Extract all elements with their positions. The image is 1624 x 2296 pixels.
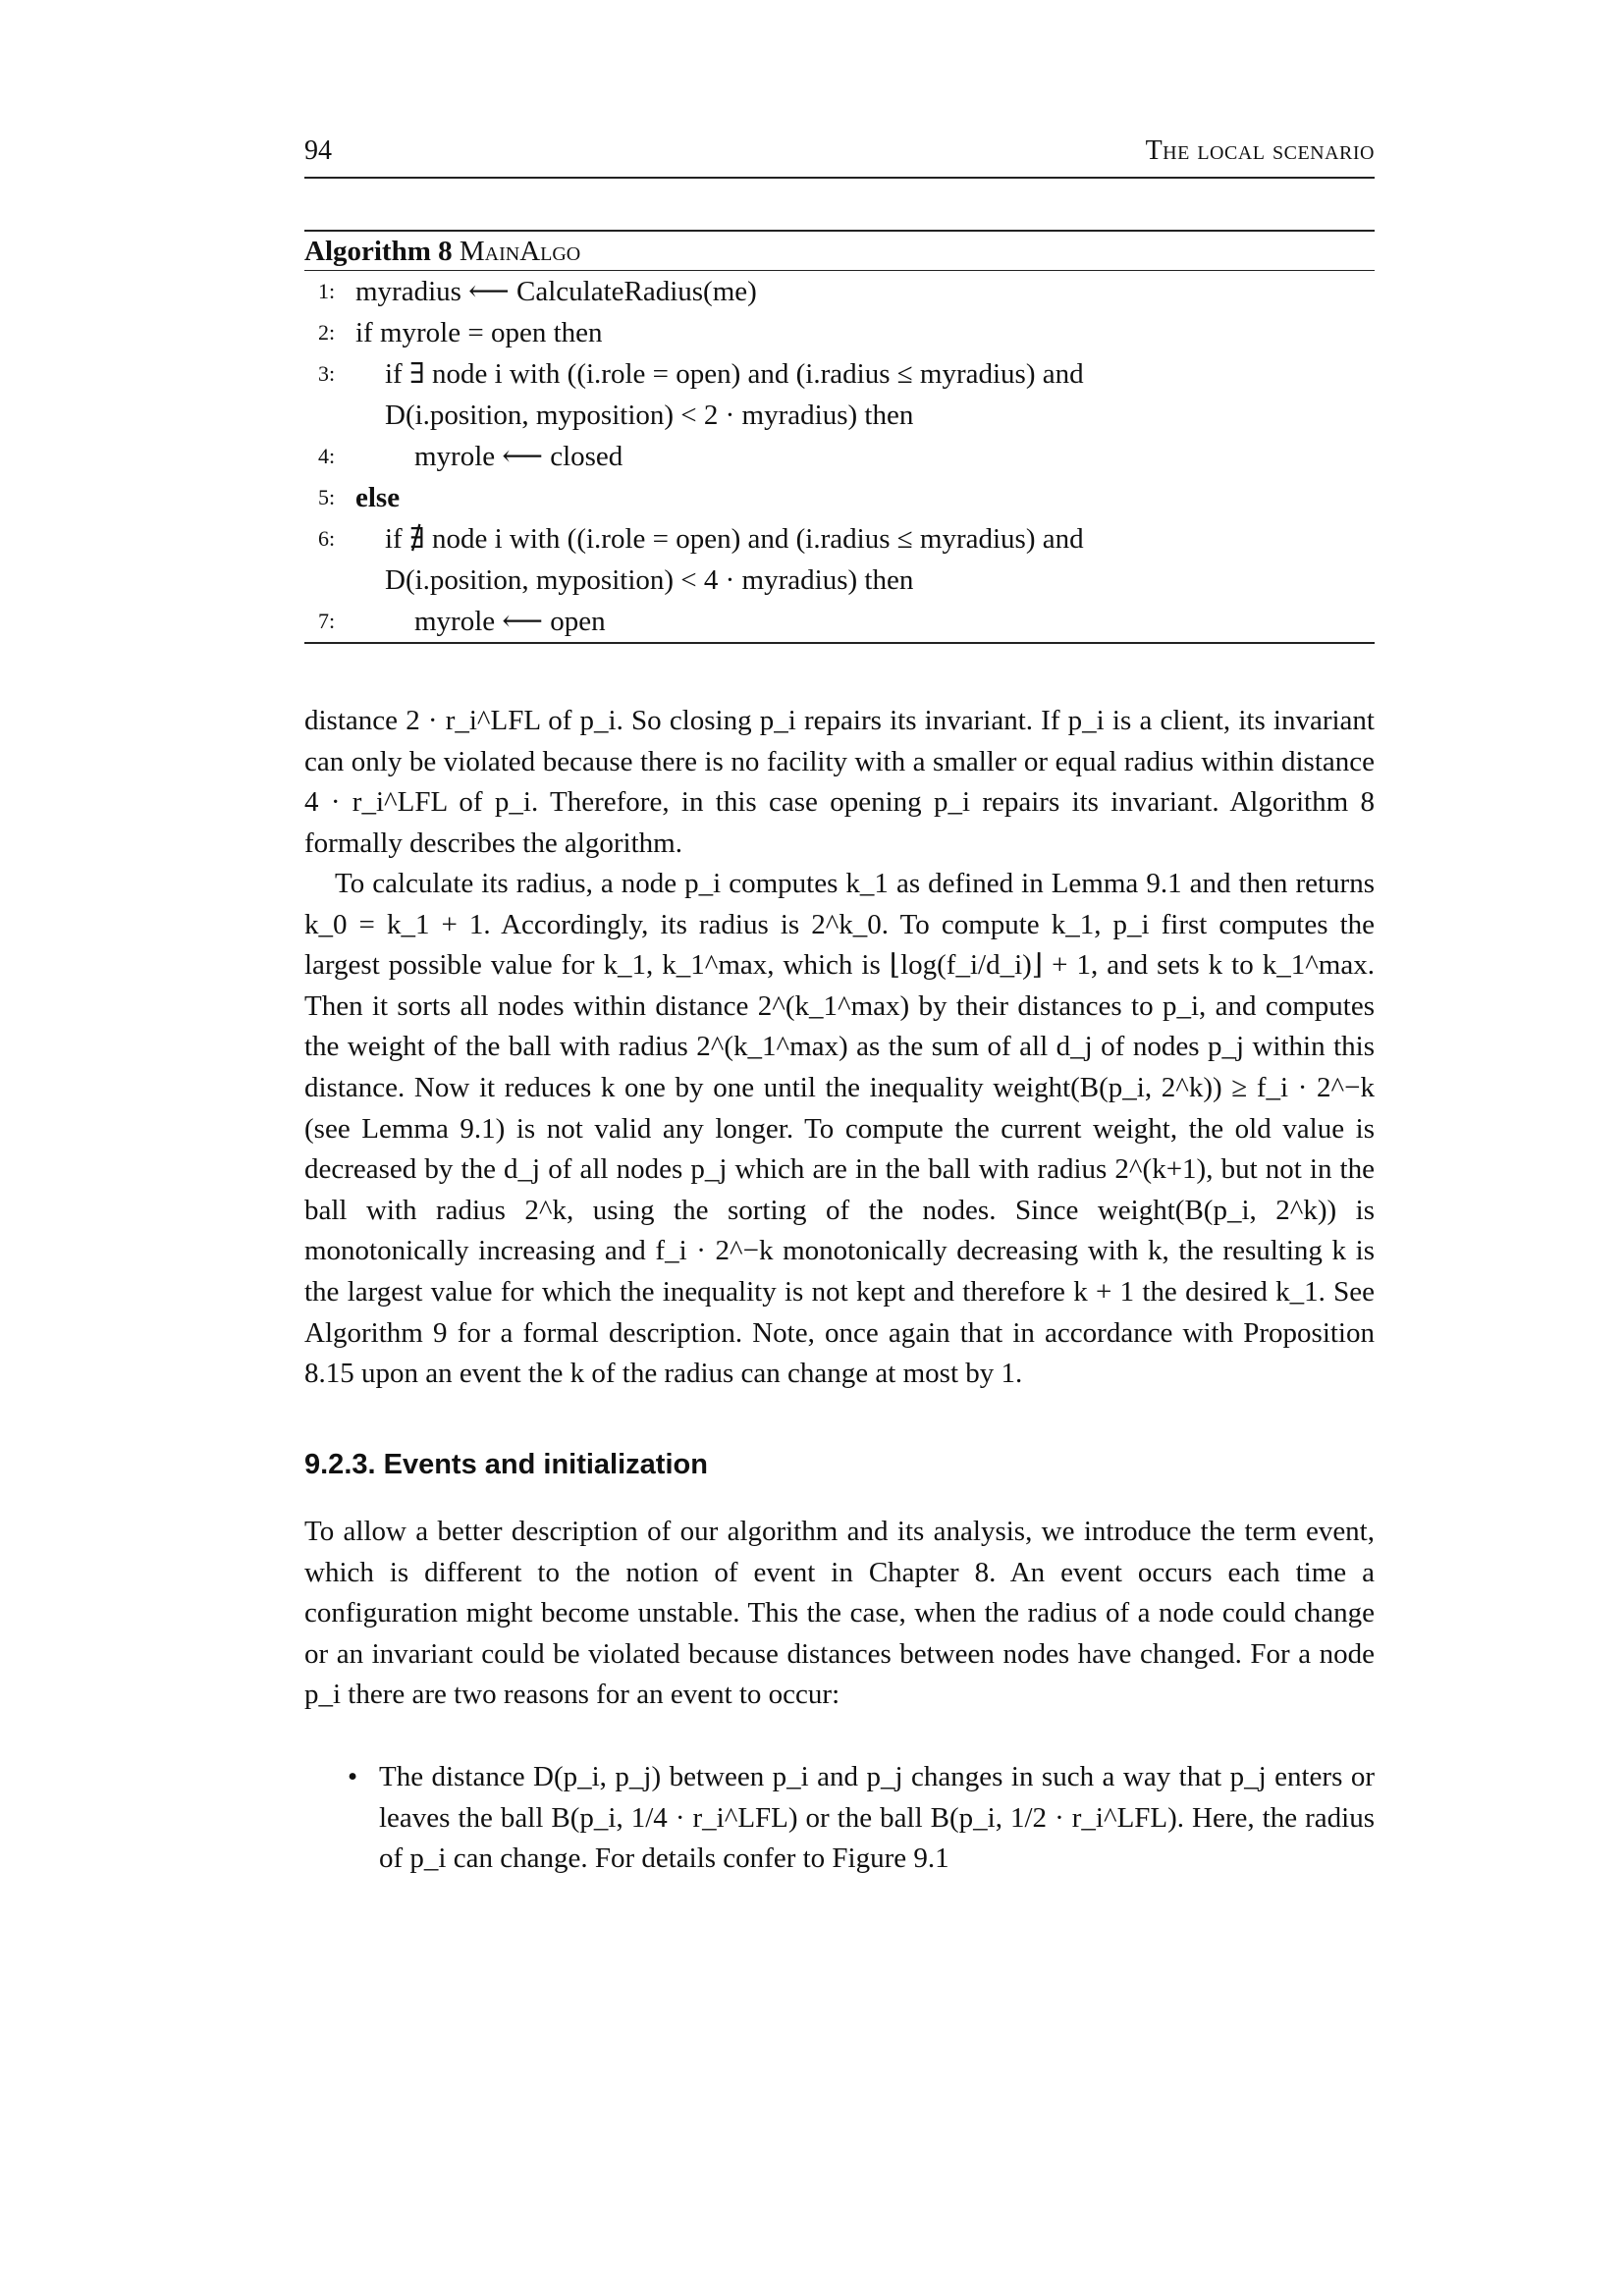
algorithm-box <box>304 230 1375 644</box>
line-number: 1: <box>318 279 336 303</box>
line-code: if myrole = open then <box>355 317 603 348</box>
algorithm-name: MainAlgo <box>459 236 581 267</box>
body-paragraph-2 <box>304 864 1375 1395</box>
paragraph-text: To calculate its radius, a node p_i computes k_1 as defined in Lemma 9.1 and then returns k_0 = k_1 + 1. Accordingly, its radius is 2^k_0. To compute k_1, p_i first computes the largest possible value for k_1, k_1^max, which is ⌊log(f_i/d_i)⌋ + 1, and sets k to k_1^max. Then it sorts all nodes within distance 2^(k_1^max) by their distances to p_i, and computes the weight of the ball with radius 2^(k_1^max) as the sum of all d_j of nodes p_j within this distance. Now it reduces k one by one until the inequality weight(B(p_i, 2^k)) ≥ f_i · 2^−k (see Lemma 9.1) is not valid any longer. To compute the current weight, the old value is decreased by the d_j of all nodes p_j which are in the ball with radius 2^(k+1), but not in the ball with radius 2^k, using the sorting of the nodes. Since weight(B(p_i, 2^k)) is monotonically increasing and f_i · 2^−k monotonically decreasing with k, the resulting k is the largest value for which the inequality is not kept and therefore k + 1 the desired k_1. See Algorithm 9 for a formal description. Note, once again that in accordance with Proposition 8.15 upon an event the k of the radius can change at most by 1. <box>304 868 1375 1390</box>
line-code: if ∄ node i with ((i.role = open) and (i.radius ≤ myradius) and <box>385 523 1084 555</box>
algo-line-4 <box>304 436 1375 477</box>
bullet-text: The distance D(p_i, p_j) between p_i and p_j changes in such a way that p_j enters or leaves the ball B(p_i, 1/4 · r_i^LFL) or the ball B(p_i, 1/2 · r_i^LFL). Here, the radius of p_i can change. For details confer to Figure 9.1 <box>379 1761 1375 1875</box>
line-code: if ∃ node i with ((i.role = open) and (i.radius ≤ myradius) and <box>385 358 1084 390</box>
algo-line-6-cont <box>304 560 1375 601</box>
line-code: else <box>355 482 401 513</box>
page-number: 94 <box>304 135 332 166</box>
algo-line-3 <box>304 353 1375 395</box>
algo-line-1 <box>304 271 1375 312</box>
algorithm-label: Algorithm 8 <box>304 236 453 267</box>
body-paragraph-1 <box>304 701 1375 864</box>
line-number: 2: <box>318 320 336 345</box>
line-number: 7: <box>318 609 336 633</box>
algo-line-3-cont <box>304 395 1375 436</box>
algo-line-6 <box>304 518 1375 560</box>
bullet-dot: • <box>348 1761 358 1792</box>
paragraph-text: To allow a better description of our algorithm and its analysis, we introduce the term event, which is different to the notion of event in Chapter 8. An event occurs each time a configuration might become unstable. This the case, when the radius of a node could change or an invariant could be violated because distances between nodes have changed. For a node p_i there are two reasons for an event to occur: <box>304 1516 1375 1711</box>
running-header <box>304 135 1375 179</box>
body-paragraph-3 <box>304 1512 1375 1716</box>
section-heading: 9.2.3. Events and initialization <box>304 1449 708 1480</box>
line-number: 4: <box>318 444 336 468</box>
bullet-item <box>350 1757 1375 1880</box>
line-code: myrole ⟵ closed <box>414 441 623 472</box>
line-code: D(i.position, myposition) < 2 · myradius) then <box>385 400 914 431</box>
line-code: myradius ⟵ CalculateRadius(me) <box>355 276 757 307</box>
chapter-title: The local scenario <box>1145 135 1375 166</box>
line-number: 6: <box>318 526 336 551</box>
line-number: 5: <box>318 485 336 509</box>
algorithm-caption <box>304 232 1375 271</box>
line-code: D(i.position, myposition) < 4 · myradius) then <box>385 564 914 596</box>
algo-line-2 <box>304 312 1375 353</box>
paragraph-text: distance 2 · r_i^LFL of p_i. So closing p_i repairs its invariant. If p_i is a client, its invariant can only be violated because there is no facility with a smaller or equal radius within distance 4 · r_i^LFL of p_i. Therefore, in this case opening p_i repairs its invariant. Algorithm 8 formally describes the algorithm. <box>304 705 1375 859</box>
line-code: myrole ⟵ open <box>414 606 606 637</box>
line-number: 3: <box>318 361 336 386</box>
algo-line-5 <box>304 477 1375 518</box>
algo-line-7 <box>304 601 1375 642</box>
